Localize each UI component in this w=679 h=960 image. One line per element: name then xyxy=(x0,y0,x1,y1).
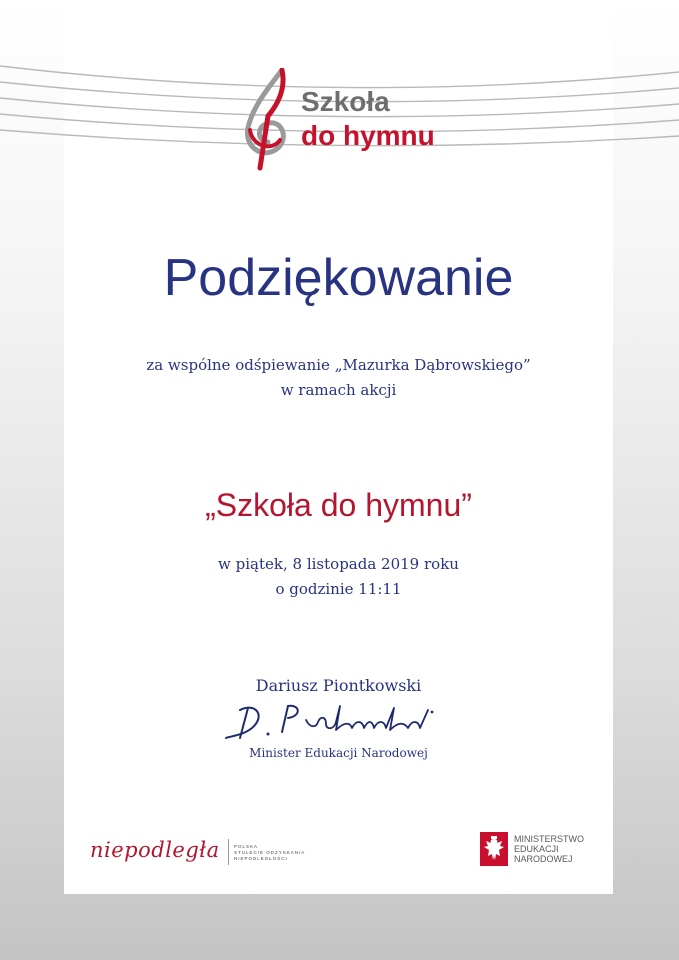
handwritten-signature xyxy=(222,698,454,746)
independence-small-text-2: STULECIE ODZYSKANIA xyxy=(234,850,306,855)
campaign-name: „Szkoła do hymnu” xyxy=(205,487,472,523)
logo-text-school: Szkoła xyxy=(301,86,390,117)
ministry-text-3: NARODOWEJ xyxy=(514,854,573,864)
intro-line-2: w ramach akcji xyxy=(280,381,397,399)
date-line: w piątek, 8 listopada 2019 roku xyxy=(218,555,459,573)
footer-divider xyxy=(228,839,229,865)
independence-script-logo: niepodległa xyxy=(90,838,220,862)
time-line: o godzinie 11:11 xyxy=(275,580,402,598)
intro-line-1: za wspólne odśpiewanie „Mazurka Dąbrowskiego” xyxy=(146,356,531,374)
independence-logo xyxy=(90,832,320,876)
polish-eagle-icon xyxy=(480,832,508,866)
ministry-logo xyxy=(480,832,600,872)
logo-text-anthem: do hymnu xyxy=(301,120,435,151)
treble-clef-icon xyxy=(238,68,298,172)
ministry-text-1: MINISTERSTWO xyxy=(514,834,584,844)
school-anthem-logo xyxy=(238,68,448,172)
page-title: Podziękowanie xyxy=(163,249,514,307)
independence-small-text-1: POLSKA xyxy=(234,844,259,849)
signatory-role: Minister Edukacji Narodowej xyxy=(249,746,428,760)
signatory-name: Dariusz Piontkowski xyxy=(255,676,422,695)
independence-small-text-3: NIEPODLEGŁOŚCI xyxy=(234,856,288,861)
ministry-text-2: EDUKACJI xyxy=(514,844,559,854)
